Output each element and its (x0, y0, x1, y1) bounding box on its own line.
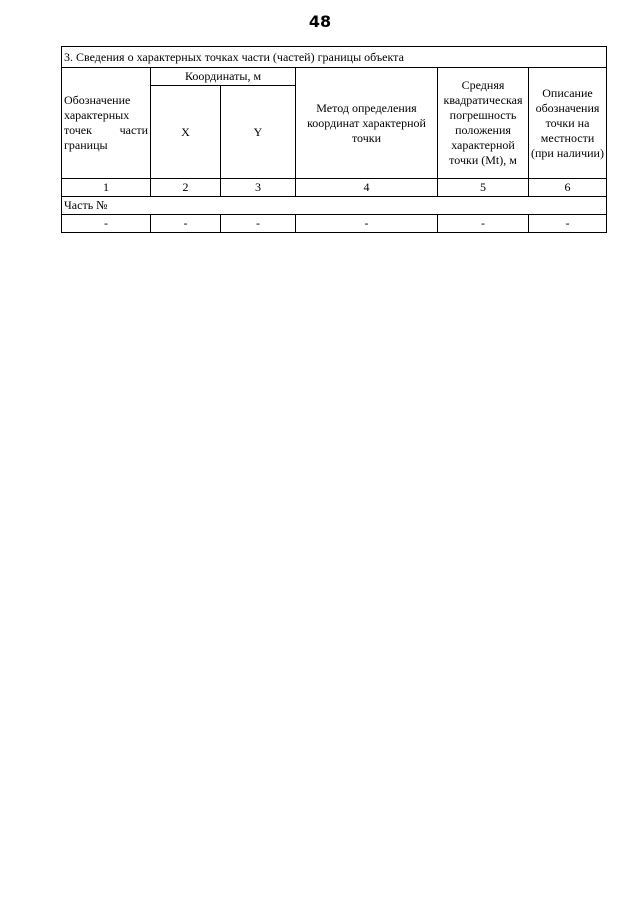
table-cell: - (529, 215, 607, 233)
header-y: Y (221, 86, 296, 179)
column-number: 2 (151, 179, 221, 197)
column-number-row (62, 179, 607, 197)
column-number: 1 (62, 179, 151, 197)
header-coordinates: Координаты, м (151, 68, 296, 86)
page-number: 48 (308, 12, 332, 31)
table-cell: - (296, 215, 438, 233)
column-number: 3 (221, 179, 296, 197)
part-label: Часть № (62, 197, 607, 215)
characteristic-points-table (61, 46, 607, 233)
header-accuracy: Средняя квадратическая погрешность положения характерной точки (Mt), м (438, 68, 529, 179)
table-cell: - (438, 215, 529, 233)
table-row (62, 215, 607, 233)
table-cell: - (151, 215, 221, 233)
column-number: 6 (529, 179, 607, 197)
header-x: X (151, 86, 221, 179)
header-description: Описание обозначения точки на местности (при наличии) (529, 68, 607, 179)
column-number: 5 (438, 179, 529, 197)
table-title: 3. Сведения о характерных точках части (частей) границы объекта (62, 47, 607, 68)
table-cell: - (221, 215, 296, 233)
header-method: Метод определения координат характерной точки (296, 68, 438, 179)
header-designation: Обозначение характерных точек части границы (62, 68, 151, 179)
column-number: 4 (296, 179, 438, 197)
table-cell: - (62, 215, 151, 233)
